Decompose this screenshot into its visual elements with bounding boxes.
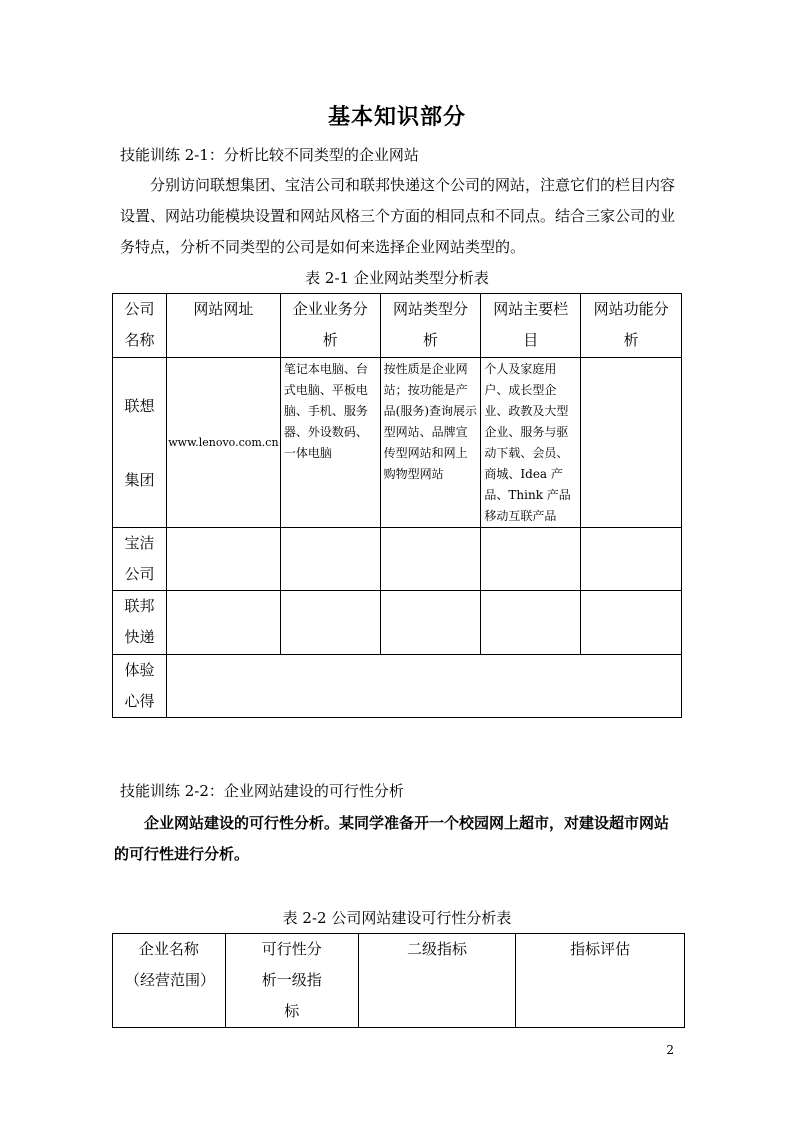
company-fedex: 联邦快递 xyxy=(113,591,167,655)
header-company: 公司名称 xyxy=(113,294,167,358)
header-columns: 网站主要栏目 xyxy=(481,294,581,358)
header-level1: 可行性分析一级指标 xyxy=(225,934,358,1028)
empty-cell xyxy=(581,591,682,655)
table2-header-row xyxy=(113,934,685,1028)
page-number: 2 xyxy=(666,1043,674,1057)
table-row xyxy=(113,591,682,655)
function-lenovo xyxy=(581,358,682,528)
table1-caption: 表 2-1 企业网站类型分析表 xyxy=(305,269,489,287)
header-type: 网站类型分析 xyxy=(380,294,481,358)
table2-caption: 表 2-2 公司网站建设可行性分析表 xyxy=(282,909,512,927)
skill2-heading: 技能训练 2-2：企业网站建设的可行性分析 xyxy=(120,782,404,800)
columns-lenovo: 个人及家庭用户、成长型企业、政教及大型企业、服务与驱动下载、会员、商城、Idea 产品、Think 产品 移动互联产品 xyxy=(481,358,581,528)
table-row xyxy=(113,655,682,718)
url-lenovo: www.lenovo.com.cn xyxy=(166,358,280,528)
empty-cell xyxy=(380,528,481,591)
skill1-heading: 技能训练 2-1：分析比较不同类型的企业网站 xyxy=(120,146,419,164)
empty-cell xyxy=(581,528,682,591)
company-pg: 宝洁公司 xyxy=(113,528,167,591)
company-lenovo: 联想集团 xyxy=(113,358,167,528)
header-evaluation: 指标评估 xyxy=(516,934,685,1028)
empty-cell xyxy=(280,528,380,591)
skill2-paragraph: 企业网站建设的可行性分析。某同学准备开一个校园网上超市，对建设超市网站的可行性进行分析。 xyxy=(114,814,670,863)
empty-cell xyxy=(481,591,581,655)
empty-cell xyxy=(380,591,481,655)
table-row xyxy=(113,358,682,528)
type-lenovo: 按性质是企业网站；按功能是产品(服务)查询展示型网站、品牌宣传型网站和网上购物型网站 xyxy=(380,358,481,528)
table1-header-row xyxy=(113,294,682,358)
header-level2: 二级指标 xyxy=(358,934,516,1028)
skill1-paragraph: 分别访问联想集团、宝洁公司和联邦快递这个公司的网站，注意它们的栏目内容设置、网站功能模块设置和网站风格三个方面的相同点和不同点。结合三家公司的业务特点，分析不同类型的公司是如何来选择企业网站类型的。 xyxy=(120,176,676,256)
empty-cell xyxy=(481,528,581,591)
header-enterprise: 企业名称（经营范围） xyxy=(113,934,226,1028)
header-url: 网站网址 xyxy=(166,294,280,358)
experience-label: 体验心得 xyxy=(113,655,167,718)
empty-cell xyxy=(166,528,280,591)
header-business: 企业业务分析 xyxy=(280,294,380,358)
page-title: 基本知识部分 xyxy=(327,104,466,130)
table-row xyxy=(113,528,682,591)
experience-cell xyxy=(166,655,681,718)
table1 xyxy=(112,293,682,718)
empty-cell xyxy=(166,591,280,655)
business-lenovo: 笔记本电脑、台式电脑、平板电脑、手机、服务器、外设数码、一体电脑 xyxy=(280,358,380,528)
empty-cell xyxy=(280,591,380,655)
table2 xyxy=(112,933,685,1028)
header-function: 网站功能分析 xyxy=(581,294,682,358)
